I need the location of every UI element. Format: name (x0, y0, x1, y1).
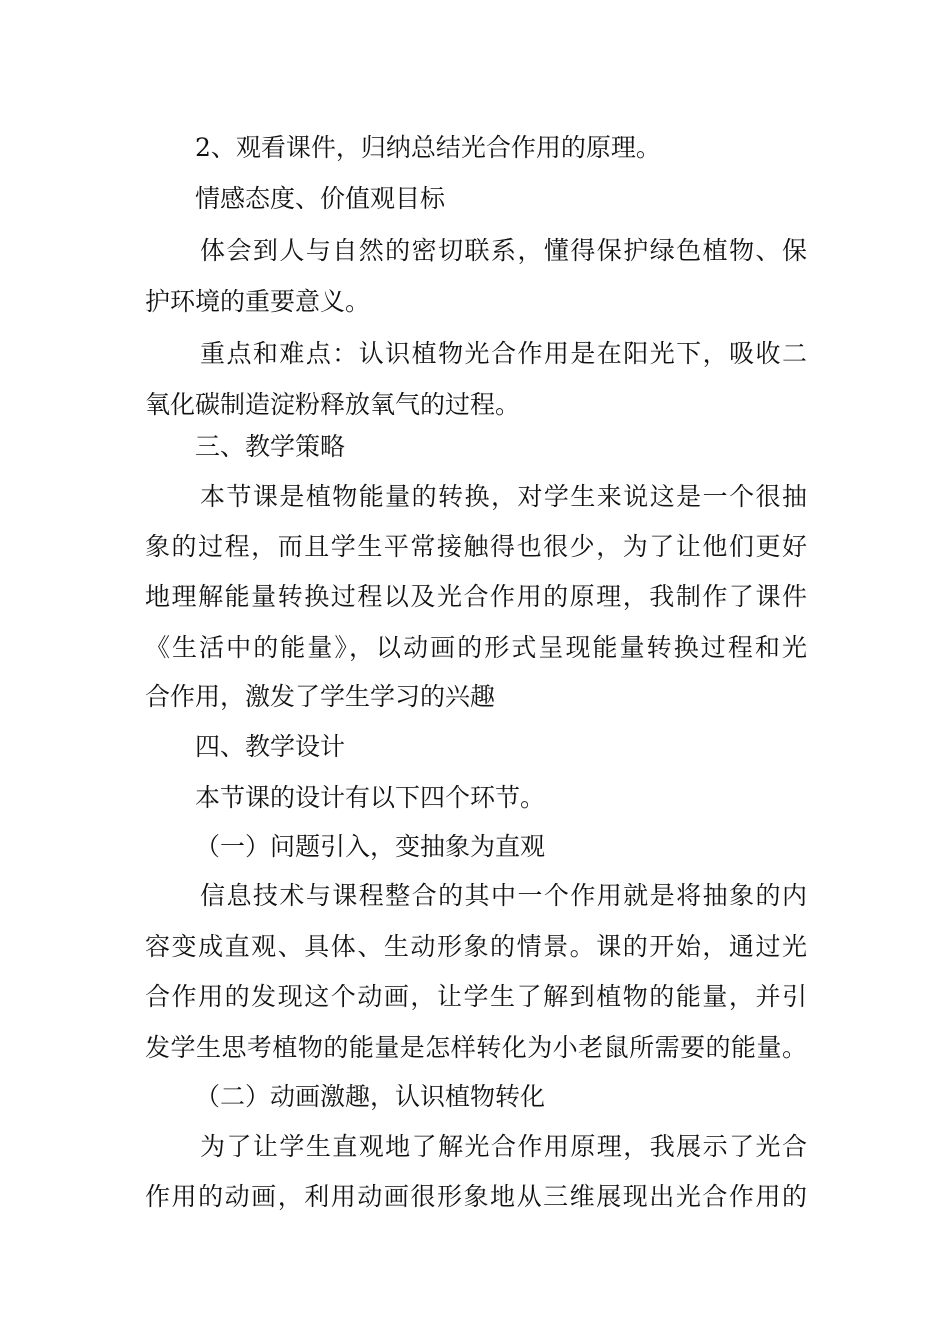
paragraph-section-one-line-1: 信息技术与课程整合的其中一个作用就是将抽象的内 (200, 881, 807, 910)
paragraph-emotion-line-1: 体会到人与自然的密切联系，懂得保护绿色植物、保 (200, 236, 807, 265)
heading-teaching-design: 四、教学设计 (195, 732, 346, 761)
text-line-learning-goal-2: 2、观看课件，归纳总结光合作用的原理。 (195, 133, 661, 162)
paragraph-key-points-line-1: 重点和难点：认识植物光合作用是在阳光下，吸收二 (200, 339, 807, 368)
paragraph-strategy-line-3: 地理解能量转换过程以及光合作用的原理，我制作了课件 (145, 582, 807, 611)
paragraph-section-one-line-2: 容变成直观、具体、生动形象的情景。课的开始，通过光 (145, 932, 807, 961)
paragraph-section-two-line-1: 为了让学生直观地了解光合作用原理，我展示了光合 (200, 1132, 807, 1161)
paragraph-strategy-line-2: 象的过程，而且学生平常接触得也很少，为了让他们更好 (145, 532, 807, 561)
heading-teaching-strategy: 三、教学策略 (195, 432, 346, 461)
paragraph-section-one-line-3: 合作用的发现这个动画，让学生了解到植物的能量，并引 (145, 982, 807, 1011)
paragraph-emotion-line-2: 护环境的重要意义。 (145, 287, 371, 316)
paragraph-section-two-line-2: 作用的动画，利用动画很形象地从三维展现出光合作用的 (145, 1182, 807, 1211)
paragraph-strategy-line-5: 合作用，激发了学生学习的兴趣 (145, 682, 496, 711)
text-design-intro: 本节课的设计有以下四个环节。 (195, 783, 546, 812)
heading-emotion-goals: 情感态度、价值观目标 (195, 184, 446, 213)
paragraph-key-points-line-2: 氧化碳制造淀粉释放氧气的过程。 (145, 390, 521, 419)
heading-section-one: （一）问题引入，变抽象为直观 (195, 832, 546, 861)
heading-section-two: （二）动画激趣，认识植物转化 (195, 1082, 546, 1111)
paragraph-section-one-line-4: 发学生思考植物的能量是怎样转化为小老鼠所需要的能量。 (145, 1033, 807, 1062)
paragraph-strategy-line-1: 本节课是植物能量的转换，对学生来说这是一个很抽 (200, 482, 807, 511)
paragraph-strategy-line-4: 《生活中的能量》，以动画的形式呈现能量转换过程和光 (145, 633, 807, 662)
